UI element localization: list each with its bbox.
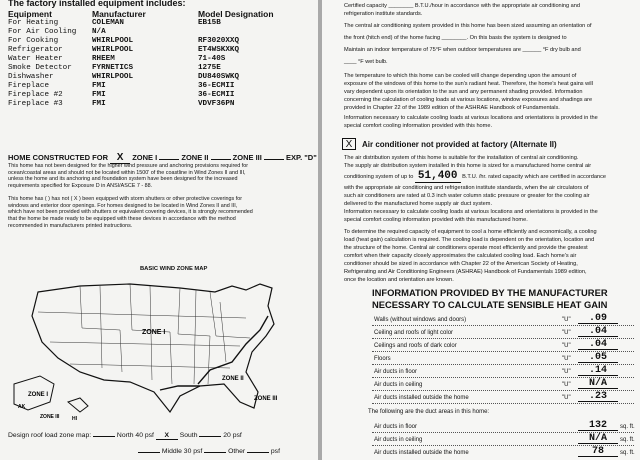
alternate-ii-label: Air conditioner not provided at factory (Alternate II): [362, 140, 557, 149]
zone-ii-label: ZONE II: [181, 153, 209, 162]
zone-i-label: ZONE I: [132, 153, 158, 162]
middle-label: Middle 30 psf: [161, 448, 203, 455]
heat-row-label: Ceiling and roofs of light color: [374, 330, 454, 336]
text-line: exposure of the windows of this home to the sun's radiant heat. Therefore, the home's heat gains will: [344, 81, 593, 87]
duct-areas-intro: The following are the duct areas in this home:: [368, 409, 490, 415]
equipment-model: VDVF36PN: [198, 100, 235, 108]
heat-gain-heading-2: NECESSARY TO CALCULATE SENSIBLE HEAT GAIN: [372, 299, 608, 310]
text-line: The temperature to which this home can be cooled will change depending upon the amount of: [344, 73, 577, 79]
heat-row-value[interactable]: .14: [578, 366, 618, 376]
heat-row-label: Air ducts in ceiling: [374, 382, 423, 388]
text-line: The air distribution system of this home is suitable for the installation of central air conditioning.: [344, 155, 579, 161]
text-line: Maintain an indoor temperature of 75°F when outdoor temperatures are ______ °F dry bulb and: [344, 47, 581, 53]
duct-row-unit: sq. ft.: [620, 450, 635, 456]
u-label: "U": [562, 317, 571, 323]
heat-row-label: Walls (without windows and doors): [374, 317, 467, 323]
text-line: special comfort cooling information provided with this manufactured home.: [344, 217, 528, 223]
heat-row-value[interactable]: .05: [578, 353, 618, 363]
roof-load-line-2: [138, 448, 280, 455]
equipment-manufacturer: FYRNETICS: [92, 64, 134, 72]
roof-load-line: [8, 432, 242, 440]
text-line: conditioner should be sized in accordance with Chapter 22 of the American Society of Heating,: [344, 261, 578, 267]
equipment-row: [0, 55, 318, 64]
text-line: The central air conditioning system provided in this home has been sized assuming an orientation of: [344, 23, 592, 29]
home-constructed-label: HOME CONSTRUCTED FOR: [8, 153, 108, 162]
exp-d-label: EXP. "D": [286, 153, 317, 162]
equipment-name: Fireplace #3: [8, 100, 63, 108]
text-line: vary dependent upon its orientation to the sun and any permanent shading provided. Information: [344, 89, 583, 95]
u-label: "U": [562, 382, 571, 388]
text-line: load (heat gain) calculation is required. The cooling load is dependent on the orientation, location and: [344, 237, 595, 243]
equipment-manufacturer: COLEMAN: [92, 19, 124, 27]
equipment-model: EB15B: [198, 19, 221, 27]
text-line: Information necessary to calculate cooling loads at various locations and orientations is provided in the: [344, 209, 598, 215]
equipment-manufacturer: WHIRLPOOL: [92, 73, 134, 81]
equipment-model: DU840SWKQ: [198, 73, 240, 81]
equipment-manufacturer: FMI: [92, 82, 106, 90]
south-psf-field[interactable]: [199, 436, 221, 437]
text-line: delivered to the manufactured home supply air duct system.: [344, 201, 492, 207]
text-line: To determine the required capacity of equipment to cool a home efficiently and economically, a cooling: [344, 229, 597, 235]
zone-i-map-label: ZONE I: [142, 329, 166, 336]
zone-i-checkbox[interactable]: X: [110, 152, 130, 164]
equipment-name: Refrigerator: [8, 46, 63, 54]
equipment-row: [0, 46, 318, 55]
header-equipment: Equipment: [8, 9, 52, 19]
heat-row-value[interactable]: .09: [578, 314, 618, 324]
equipment-row: [0, 28, 318, 37]
equipment-row: [0, 37, 318, 46]
capacity-line: [344, 170, 606, 182]
u-label: "U": [562, 330, 571, 336]
duct-row-value[interactable]: N/A: [578, 434, 618, 444]
duct-row-label: Air ducts in ceiling: [374, 437, 423, 443]
wind-zone-map: [10, 272, 310, 428]
text-line: ____ °F wet bulb.: [344, 59, 388, 65]
equipment-model: ET4WSKXKQ: [198, 46, 240, 54]
text-line: the front (hitch end) of the home facing ________. On this basis the system is designed to: [344, 35, 567, 41]
alaska-zone-label: ZONE I: [28, 392, 49, 398]
capacity-prefix: conditioning system of up to: [344, 174, 414, 180]
equipment-name: Smoke Detector: [8, 64, 72, 72]
capacity-value[interactable]: 51,400: [415, 170, 461, 183]
hawaii-outline: [68, 398, 88, 412]
wind-map-title: BASIC WIND ZONE MAP: [140, 266, 208, 272]
equipment-model: RF3020XXQ: [198, 37, 240, 45]
equipment-row: [0, 64, 318, 73]
zone-iii-checkbox[interactable]: [211, 159, 231, 160]
u-label: "U": [562, 356, 571, 362]
text-line: Refrigerating and Air Conditioning Engineers (ASHRAE) Handbook of Fundamentals 1989 edition,: [344, 269, 587, 275]
other-checkbox[interactable]: [204, 452, 226, 453]
equipment-name: For Cooking: [8, 37, 59, 45]
other-psf-field[interactable]: [247, 452, 269, 453]
text-line: the structure of the home. Central air conditioners operate most efficiently and provide the greatest: [344, 245, 588, 251]
alternate-ii-checkbox[interactable]: X: [342, 138, 356, 150]
heat-row-label: Floors: [374, 356, 391, 362]
ak-label: AK: [18, 404, 26, 410]
equipment-model: 1275E: [198, 64, 221, 72]
equipment-model: 36-ECMII: [198, 82, 235, 90]
duct-row-value[interactable]: 78: [578, 447, 618, 457]
equipment-manufacturer: WHIRLPOOL: [92, 37, 134, 45]
heat-row-value[interactable]: .04: [578, 340, 618, 350]
south-checkbox[interactable]: X: [156, 432, 178, 440]
capacity-suffix: B.T.U. /hr. rated capacity which are certified in accordance: [462, 174, 607, 180]
hi-label: HI: [72, 416, 77, 422]
equipment-name: Water Heater: [8, 55, 63, 63]
u-label: "U": [562, 343, 571, 349]
text-line: Certified capacity ________ B.T.U./hour in accordance with the appropriate air conditioning and: [344, 3, 581, 9]
middle-checkbox[interactable]: [138, 452, 160, 453]
heat-row-value[interactable]: N/A: [578, 379, 618, 389]
south-psf-label: 20 psf: [223, 432, 242, 439]
zone-iii-label: ZONE III: [232, 153, 262, 162]
equipment-name: Fireplace: [8, 82, 50, 90]
heat-gain-heading-1: INFORMATION PROVIDED BY THE MANUFACTURER: [372, 287, 608, 298]
heat-row-value[interactable]: .04: [578, 327, 618, 337]
right-page: [322, 0, 640, 460]
heat-row-label: Ceilings and roofs of dark color: [374, 343, 457, 349]
other-psf-label: psf: [270, 448, 280, 455]
u-label: "U": [562, 395, 571, 401]
equipment-title: The factory installed equipment includes:: [8, 0, 186, 8]
text-line: concerning the calculation of cooling loads at various locations, window exposures and shadings are: [344, 97, 593, 103]
equipment-name: For Air Cooling: [8, 28, 77, 36]
row-divider: [372, 403, 634, 404]
roof-load-label: Design roof load zone map:: [8, 432, 92, 439]
text-line: Information necessary to calculate cooling loads at various locations and orientations is provided in the: [344, 115, 598, 121]
text-line: refrigeration institute standards.: [344, 11, 423, 17]
duct-row-label: Air ducts in floor: [374, 424, 418, 430]
duct-row-label: Air ducts installed outside the home: [374, 450, 469, 456]
text-line: such air conditioners are rated at 0.3 inch water column static pressure or greater for the cooling air: [344, 193, 590, 199]
duct-row-unit: sq. ft.: [620, 424, 635, 430]
equipment-name: Dishwasher: [8, 73, 54, 81]
equipment-model: 71-40S: [198, 55, 226, 63]
us-outline: [32, 284, 274, 412]
text-line: with the appropriate air conditioning and refrigeration institute standards, when the air circulators of: [344, 185, 589, 191]
text-line: provided in Chapter 22 of the 1989 edition of the ASHRAE Handbook of Fundamentals.: [344, 105, 560, 111]
zone-iii-inset-label: ZONE III: [40, 414, 60, 420]
u-label: "U": [562, 369, 571, 375]
header-model: Model Designation: [198, 9, 274, 19]
equipment-manufacturer: N/A: [92, 28, 106, 36]
equipment-name: For Heating: [8, 19, 59, 27]
zone-iii-map-label: ZONE III: [254, 396, 278, 402]
other-label: Other: [228, 448, 246, 455]
equipment-manufacturer: FMI: [92, 100, 106, 108]
equipment-manufacturer: WHIRLPOOL: [92, 46, 134, 54]
equipment-manufacturer: FMI: [92, 91, 106, 99]
heat-row-value[interactable]: .23: [578, 392, 618, 402]
heat-row-label: Air ducts installed outside the home: [374, 395, 469, 401]
zone-ii-map-label: ZONE II: [222, 376, 244, 382]
left-page: [0, 0, 318, 460]
equipment-row: [0, 91, 318, 100]
equipment-row: [0, 19, 318, 28]
coastal-paragraph: This home has not been designed for the higher wind pressure and anchoring provisions required for ocean/coastal areas and should not be located within 1500' of the coastline in Wind Zones II and III, unless the home and its anchoring and foundation system have been designed for the increased requirements specified for Exposure D in ANSI/ASCE 7 - 88.: [8, 163, 249, 190]
equipment-row: [0, 82, 318, 91]
storm-shutter-paragraph: This home has ( ) has not ( X ) been equipped with storm shutters or other protective coverings for windows and exterior door openings. For homes designed to be located in Wind Zones II and III, which have not been provided with shutters or equivalent covering devices, it is strongly recommended that the home be made ready to be equipped with these devices in accordance with the method recommended in manufacturers printed instructions.: [8, 196, 253, 229]
equipment-row: [0, 100, 318, 109]
text-line: comfort when their capacity closely approximates the calculated cooling load. Each home's air: [344, 253, 577, 259]
heat-row-label: Air ducts in floor: [374, 369, 418, 375]
zone-ii-checkbox[interactable]: [159, 159, 179, 160]
south-label: South: [179, 432, 198, 439]
text-line: The supply air distribution system installed in this home is sized for a manufactured home central air: [344, 163, 592, 169]
north-checkbox[interactable]: [93, 436, 115, 437]
text-line: special comfort cooling information provided with this home.: [344, 123, 492, 129]
exp-d-checkbox[interactable]: [264, 159, 284, 160]
equipment-manufacturer: RHEEM: [92, 55, 115, 63]
equipment-model: 36-ECMII: [198, 91, 235, 99]
duct-row-unit: sq. ft.: [620, 437, 635, 443]
equipment-name: Fireplace #2: [8, 91, 63, 99]
header-manufacturer: Manufacturer: [92, 9, 146, 19]
duct-row-value[interactable]: 132: [578, 421, 618, 431]
north-label: North 40 psf: [116, 432, 154, 439]
equipment-row: [0, 73, 318, 82]
text-line: once the location and orientation are known.: [344, 277, 454, 283]
